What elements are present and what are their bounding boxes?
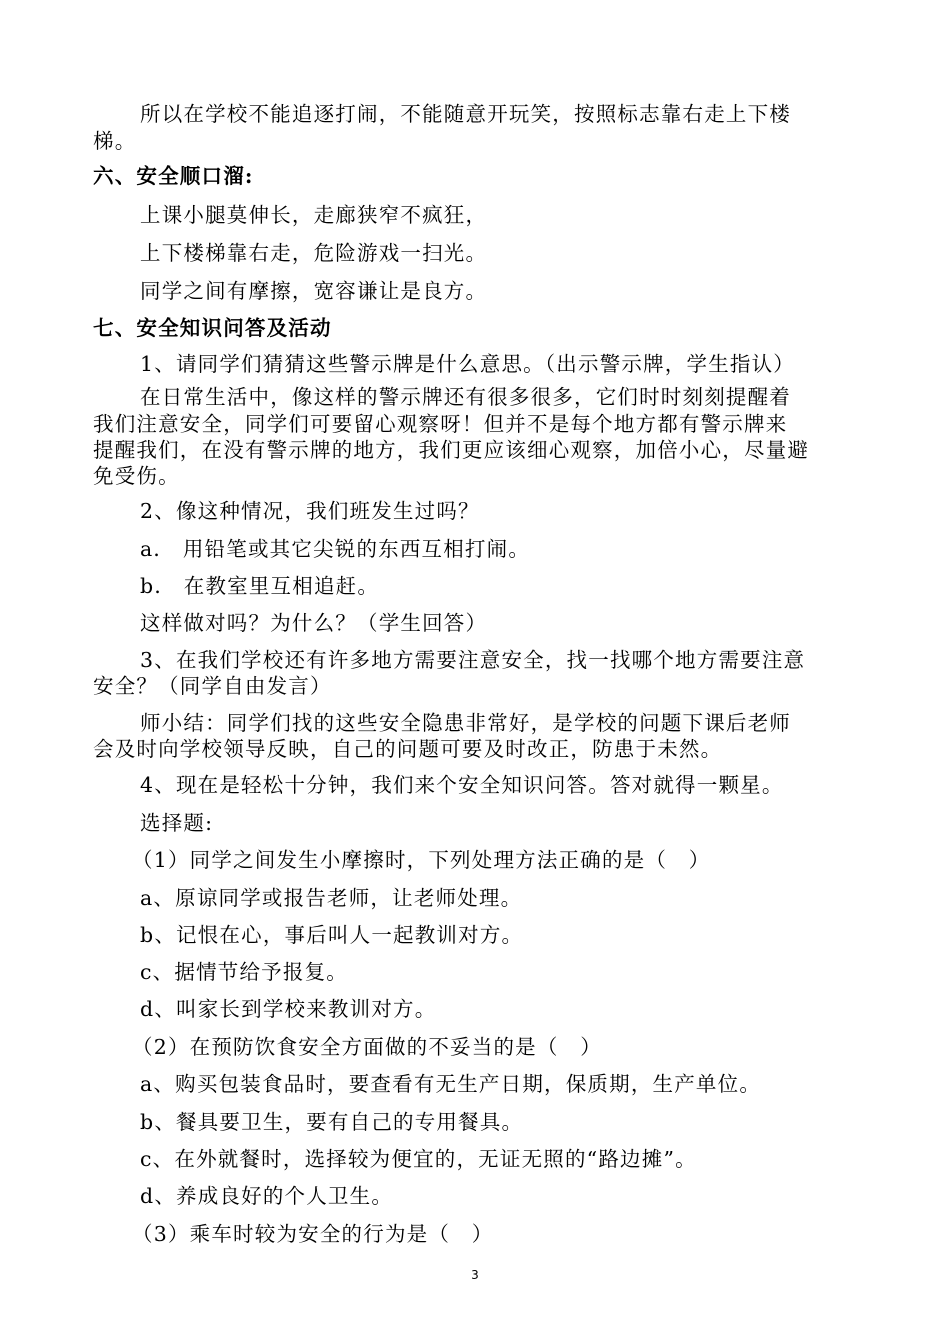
section-heading-6: 六、安全顺口溜: bbox=[93, 164, 254, 188]
list-item: b． 在教室里互相追赶。 bbox=[140, 574, 380, 598]
rhyme-line: 上课小腿莫伸长，走廊狭窄不疯狂， bbox=[140, 203, 488, 227]
quiz-option: b、记恨在心，事后叫人一起教训对方。 bbox=[140, 923, 524, 947]
paragraph-line: 免受伤。 bbox=[93, 464, 180, 488]
quiz-question: （3）乘车时较为安全的行为是（ ） bbox=[132, 1222, 494, 1246]
paragraph-line: 2、像这种情况，我们班发生过吗？ bbox=[140, 499, 480, 523]
paragraph-line: 梯。 bbox=[93, 129, 137, 153]
list-item: a． 用铅笔或其它尖锐的东西互相打闹。 bbox=[140, 537, 531, 561]
quiz-option: c、据情节给予报复。 bbox=[140, 960, 348, 984]
section-heading-7: 七、安全知识问答及活动 bbox=[93, 316, 332, 340]
paragraph-line: 会及时向学校领导反映，自己的问题可要及时改正，防患于未然。 bbox=[93, 737, 723, 761]
paragraph-line: 安全？（同学自由发言） bbox=[93, 674, 332, 698]
quiz-heading: 选择题: bbox=[140, 811, 214, 835]
quiz-question: （1）同学之间发生小摩擦时，下列处理方法正确的是（ ） bbox=[132, 848, 711, 872]
quiz-option: c、在外就餐时，选择较为便宜的，无证无照的“路边摊”。 bbox=[140, 1147, 697, 1171]
rhyme-line: 同学之间有摩擦，宽容谦让是良方。 bbox=[140, 279, 488, 303]
quiz-option: a、购买包装食品时，要查看有无生产日期，保质期，生产单位。 bbox=[140, 1072, 762, 1096]
paragraph-line: 师小结：同学们找的这些安全隐患非常好，是学校的问题下课后老师 bbox=[140, 711, 791, 735]
paragraph-line: 提醒我们，在没有警示牌的地方，我们更应该细心观察，加倍小心，尽量避 bbox=[93, 438, 810, 462]
quiz-option: b、餐具要卫生，要有自己的专用餐具。 bbox=[140, 1110, 524, 1134]
paragraph-line: 3、在我们学校还有许多地方需要注意安全，找一找哪个地方需要注意 bbox=[140, 648, 806, 672]
paragraph-line: 1、请同学们猜猜这些警示牌是什么意思。（出示警示牌，学生指认） bbox=[140, 352, 795, 376]
paragraph-line: 4、现在是轻松十分钟，我们来个安全知识问答。答对就得一颗星。 bbox=[140, 773, 784, 797]
page-number: 3 bbox=[471, 1268, 479, 1282]
quiz-option: d、养成良好的个人卫生。 bbox=[140, 1184, 394, 1208]
quiz-question: （2）在预防饮食安全方面做的不妥当的是（ ） bbox=[132, 1035, 602, 1059]
rhyme-line: 上下楼梯靠右走，危险游戏一扫光。 bbox=[140, 241, 488, 265]
paragraph-line: 所以在学校不能追逐打闹，不能随意开玩笑，按照标志靠右走上下楼 bbox=[140, 102, 791, 126]
paragraph-line: 在日常生活中，像这样的警示牌还有很多很多，它们时时刻刻提醒着 bbox=[140, 385, 791, 409]
quiz-option: d、叫家长到学校来教训对方。 bbox=[140, 997, 437, 1021]
quiz-option: a、原谅同学或报告老师，让老师处理。 bbox=[140, 886, 523, 910]
paragraph-line: 这样做对吗？为什么？（学生回答） bbox=[140, 611, 488, 635]
paragraph-line: 我们注意安全，同学们可要留心观察呀！但并不是每个地方都有警示牌来 bbox=[93, 412, 788, 436]
